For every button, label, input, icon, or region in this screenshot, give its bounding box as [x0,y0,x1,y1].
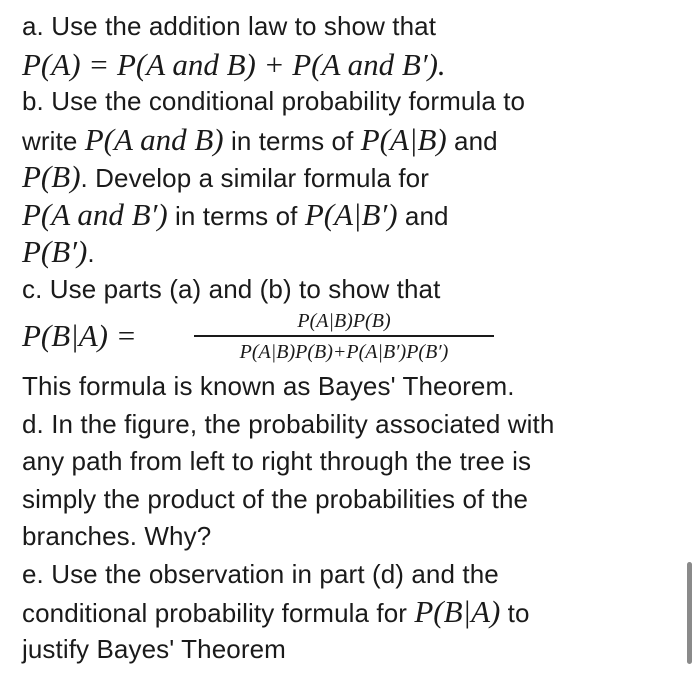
text-span: . [87,238,95,268]
part-e-line-1: e. Use the observation in part (d) and the [22,558,499,589]
math-p-a-and-b-prime: P(A and B′) [22,196,168,232]
math-p-b: P(B) [22,159,81,194]
bayes-formula [22,310,682,366]
part-d-line-4: branches. Why? [22,521,212,551]
part-c-instruction: c. Use parts (a) and (b) to show that [22,273,441,304]
math-p-b-prime: P(B′) [22,234,88,269]
text-span: in terms of [223,125,361,156]
part-b-instruction: b. Use the conditional probability formula to [22,86,526,116]
formula-numerator: P(A|B)P(B) [297,310,391,332]
part-e-line-3: justify Bayes' Theorem [22,633,286,664]
bayes-theorem-note: This formula is known as Bayes' Theorem. [22,371,515,401]
text-span: conditional probability formula for [22,598,415,628]
part-b-line-3 [22,158,682,196]
text-span: and [446,125,498,156]
text-span: to [500,598,530,628]
part-b-line-2 [22,121,682,159]
formula-lhs: P(B|A) = [22,318,137,353]
part-a-equation: P(A) = P(A and B) + P(A and B′). [22,46,446,82]
part-d-line-1: d. In the figure, the probability associated with [22,408,555,439]
part-a-instruction: a. Use the addition law to show that [22,11,437,41]
text-span: in terms of [167,200,305,231]
math-p-a-and-b: P(A and B) [84,121,224,157]
math-p-b-given-a: P(B|A) [414,594,501,629]
part-b-line-5 [22,233,682,271]
part-d-line-2: any path from left to right through the tree is [22,446,532,476]
formula-fraction [194,310,494,365]
text-span: write [22,125,85,156]
vertical-scrollbar[interactable] [687,562,692,664]
math-p-a-given-b-prime: P(A|B′) [304,196,398,232]
text-span: . Develop a similar formula for [80,163,429,193]
part-e-line-2 [22,593,682,631]
text-span: and [397,200,449,231]
fraction-bar [194,335,494,337]
math-p-a-given-b: P(A|B) [360,121,447,157]
problem-text [22,8,682,668]
part-d-line-3: simply the product of the probabilities of the [22,483,529,514]
formula-denominator: P(A|B)P(B)+P(A|B′)P(B′) [239,340,449,363]
part-b-line-4 [22,196,682,234]
